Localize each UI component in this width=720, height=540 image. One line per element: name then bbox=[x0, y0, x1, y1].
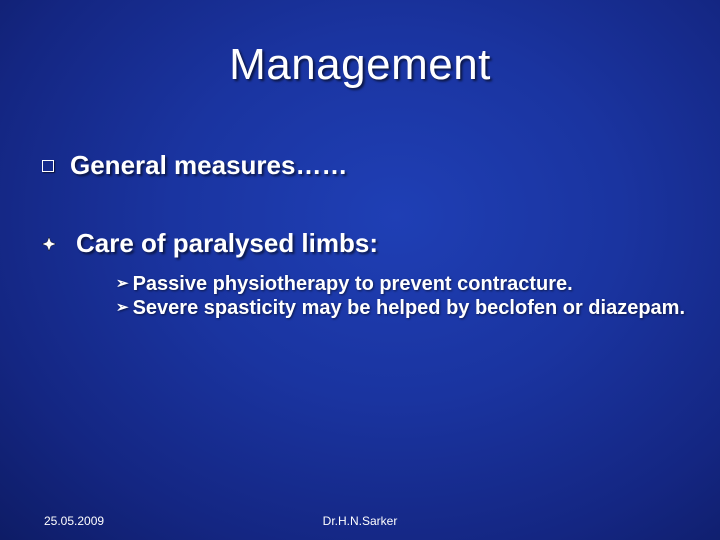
sub-bullet-list bbox=[116, 272, 696, 320]
sub-bullet-passive-physiotherapy bbox=[116, 272, 696, 296]
sub-bullet-text: Passive physiotherapy to prevent contracture. bbox=[132, 273, 573, 295]
bullet-general-measures bbox=[42, 150, 347, 181]
footer-date: 25.05.2009 bbox=[44, 514, 105, 528]
footer-author: Dr.H.N.Sarker bbox=[322, 514, 398, 528]
arrow-bullet-icon: ➢ bbox=[116, 275, 129, 292]
bullet-text: Care of paralysed limbs: bbox=[76, 228, 378, 258]
bullet-text: General measures…… bbox=[70, 150, 348, 180]
sub-bullet-text: Severe spasticity may be helped by beclofen or diazepam. bbox=[132, 297, 686, 319]
bullet-care-of-limbs bbox=[42, 228, 378, 259]
arrow-bullet-icon: ➢ bbox=[116, 299, 129, 316]
diamond-bullet-icon bbox=[42, 237, 56, 251]
sub-bullet-severe-spasticity bbox=[116, 296, 696, 320]
square-bullet-icon bbox=[42, 160, 54, 172]
slide-title: Management bbox=[229, 40, 491, 89]
